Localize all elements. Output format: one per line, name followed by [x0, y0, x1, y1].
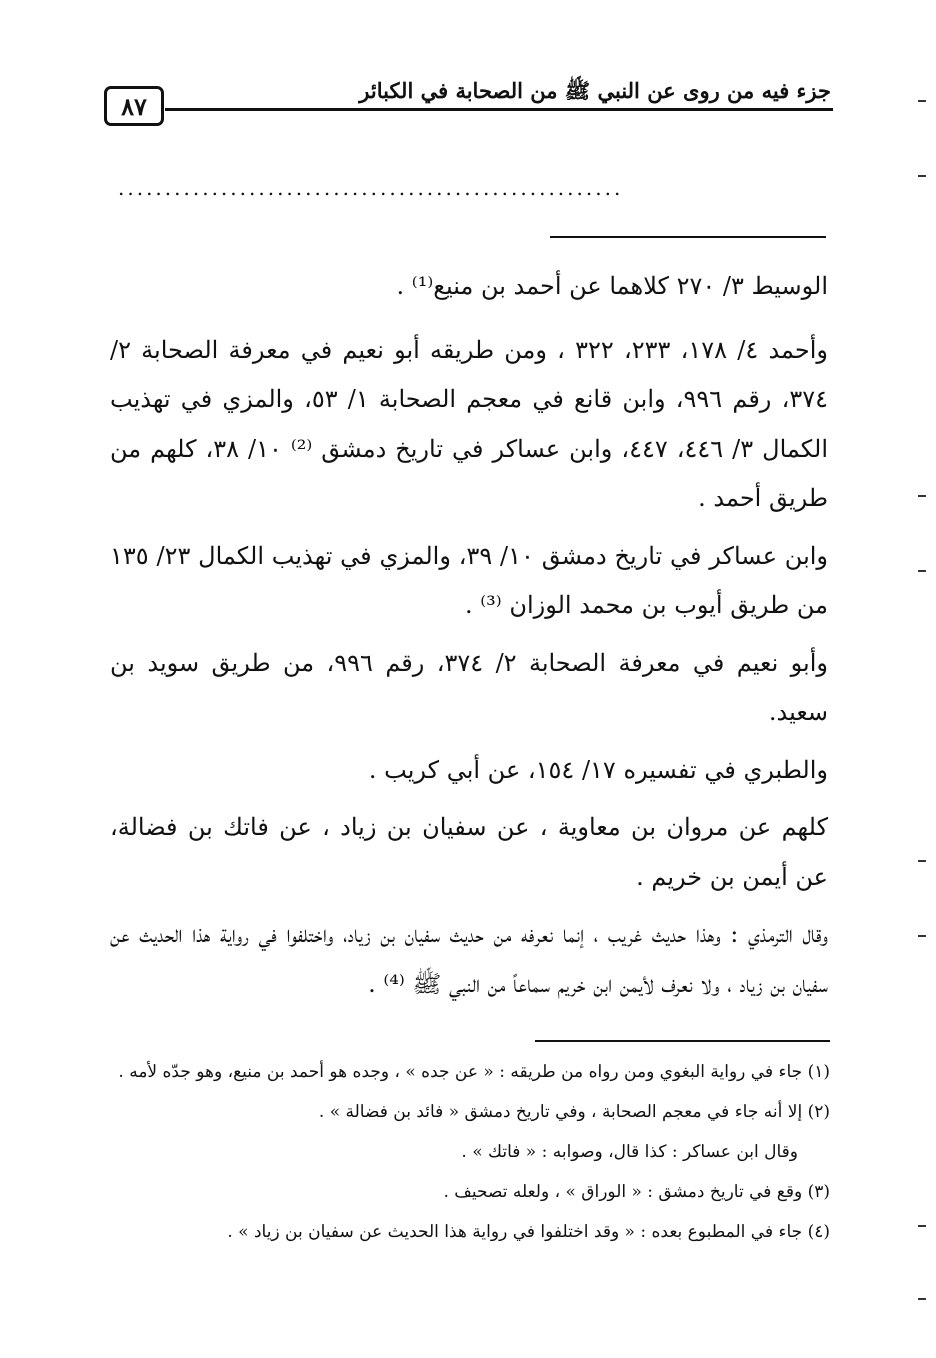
paragraph: الوسيط ٣/ ٢٧٠ كلاهما عن أحمد بن منيع⁽¹⁾ . [396, 272, 828, 300]
footnotes [110, 1055, 830, 1255]
margin-tick [918, 860, 926, 862]
main-text [110, 262, 828, 1017]
footnote-3: (٣) وقع في تاريخ دمشق : « الوراق » ، ولعله تصحيف . [443, 1182, 830, 1202]
footnote-2-continuation: وقال ابن عساكر : كذا قال، وصوابه : « فاتك » . [461, 1142, 798, 1162]
short-rule [550, 236, 826, 238]
paragraph: والطبري في تفسيره ١٧/ ١٥٤، عن أبي كريب . [368, 755, 828, 784]
separator-dots: ...................................................... [118, 176, 624, 200]
margin-tick [918, 935, 926, 937]
footnote-2: (٢) إلا أنه جاء في معجم الصحابة ، وفي تاريخ دمشق « فائد بن فضالة » . [318, 1102, 830, 1122]
footnote-4: (٤) جاء في المطبوع بعده : « وقد اختلفوا في رواية هذا الحديث عن سفيان بن زياد » . [227, 1222, 830, 1242]
margin-tick [918, 175, 926, 177]
paragraph: وأحمد ٤/ ١٧٨، ٢٣٣، ٣٢٢ ، ومن طريقه أبو نعيم في معرفة الصحابة ٢/ ٣٧٤، رقم ٩٩٦، وابن قانع في معجم الصحابة ١/ ٥٣، والمزي في تهذيب الكمال ٣/ ٤٤٦، ٤٤٧، وابن عساكر في تاريخ دمشق ⁽²⁾ ١٠/ ٣٨، كلهم من طريق أحمد . [110, 335, 829, 512]
paragraph: وأبو نعيم في معرفة الصحابة ٢/ ٣٧٤، رقم ٩٩٦، من طريق سويد بن سعيد. [110, 648, 828, 726]
running-title: جزء فيه من روى عن النبي ﷺ من الصحابة في الكبائر [359, 78, 831, 103]
margin-tick [918, 1225, 926, 1227]
header-rule [165, 108, 833, 111]
paragraph: وابن عساكر في تاريخ دمشق ١٠/ ٣٩، والمزي في تهذيب الكمال ٢٣/ ١٣٥ من طريق أيوب بن محمد الوزان ⁽³⁾ . [110, 541, 829, 619]
footnote-1: (١) جاء في رواية البغوي ومن رواه من طريقه : « عن جده » ، وجده هو أحمد بن منيع، وهو جدّه لأمه . [118, 1062, 830, 1082]
margin-tick [918, 100, 926, 102]
margin-tick [918, 1298, 926, 1300]
margin-tick [918, 495, 926, 497]
paragraph: وقال الترمذي : وهذا حديث غريب ، إنما نعرفه من حديث سفيان بن زياد، واختلفوا في رواية هذا الحديث عن سفيان بن زياد ، ولا نعرف لأيمن ابن خريم سماعاً من النبي ﷺ ⁽⁴⁾ . [110, 920, 828, 998]
paragraph: كلهم عن مروان بن معاوية ، عن سفيان بن زياد ، عن فاتك بن فضالة، عن أيمن بن خريم . [110, 813, 828, 891]
footnote-rule [535, 1040, 830, 1042]
page-number: ٨٧ [104, 86, 164, 126]
margin-tick [918, 570, 926, 572]
